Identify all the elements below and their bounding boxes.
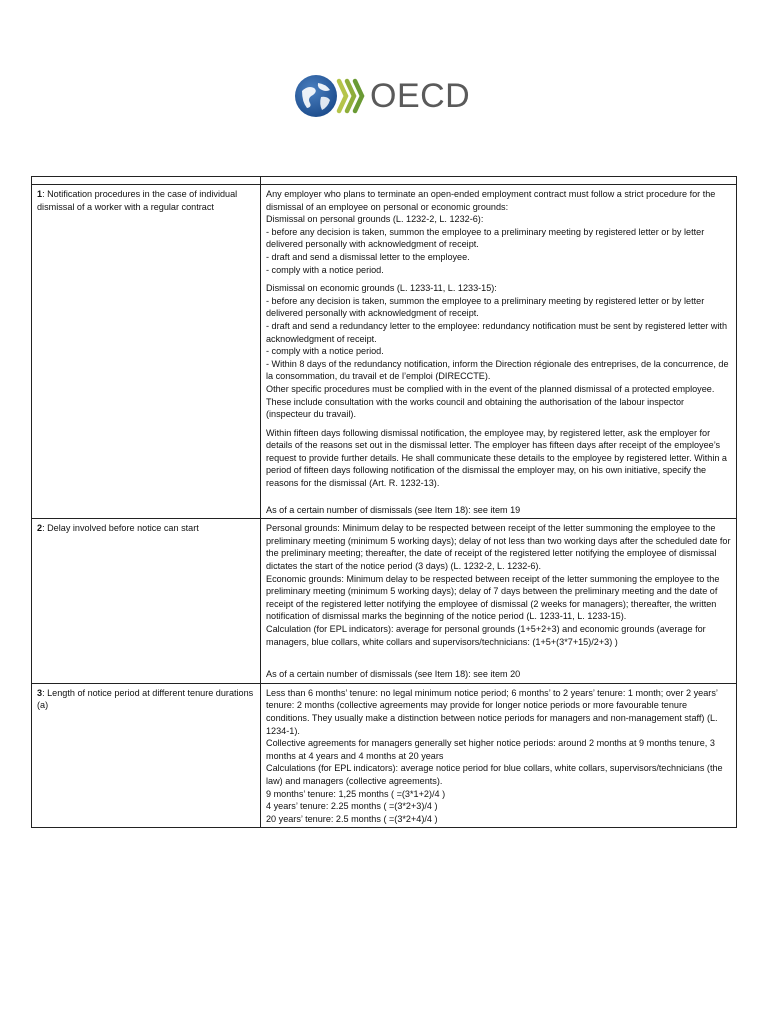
table-row xyxy=(32,683,737,828)
item-title: : Notification procedures in the case of individual dismissal of a worker with a regular contract xyxy=(37,189,238,212)
text-line: - draft and send a dismissal letter to the employee. xyxy=(266,251,470,262)
text-line: Other specific procedures must be complied with in the event of the planned dismissal of a protected employee. These include consultation with the works council and obtaining the authorisation of the labour inspector (inspecteur du travail). xyxy=(266,383,715,420)
oecd-globe-icon xyxy=(294,73,366,119)
epl-table xyxy=(31,176,737,828)
text-line: Collective agreements for managers generally set higher notice periods: around 2 months at 9 months tenure, 3 months at 4 years and 4 months at 20 years xyxy=(266,738,715,761)
text-line: Dismissal on personal grounds (L. 1232-2, L. 1232-6): xyxy=(266,214,484,225)
item-number: 1 xyxy=(37,189,43,199)
text-line: 4 years’ tenure: 2.25 months ( =(3*2+3)/4 ) xyxy=(266,801,438,812)
table-row xyxy=(32,185,737,519)
item-title-cell xyxy=(32,683,261,828)
item-description-cell xyxy=(261,185,737,519)
text-line: - Within 8 days of the redundancy notification, inform the Direction régionale des entreprises, de la concurrence, de la consommation, du travail et de l’emploi (DIRECCTE). xyxy=(266,358,729,382)
oecd-logo xyxy=(294,72,474,120)
text-line: Any employer who plans to terminate an open-ended employment contract must follow a strict procedure for the dismissal of an employee on personal or economic grounds: xyxy=(266,189,716,212)
text-line: Economic grounds: Minimum delay to be respected between receipt of the letter summoning the employee to the preliminary meeting (minimum 5 working days); delay of 7 days between the preliminary meeting and the date of receipt of the registered letter notifying the employee of dismissal (2 weeks for managers); thereafter, the written notification of dismissal marks the beginning of the notice period (L. 1233-11, L. 1233-15). xyxy=(266,573,720,622)
text-line: - draft and send a redundancy letter to the employee: redundancy notification must be sent by registered letter with acknowledgment of receipt. xyxy=(266,320,728,344)
text-line: Dismissal on economic grounds (L. 1233-11, L. 1233-15): xyxy=(266,283,497,294)
text-line: Within fifteen days following dismissal notification, the employee may, by registered letter, ask the employer for details of the reasons set out in the dismissal letter. The employer has fifteen days after receipt of the employee’s request to provide further details. He shall communicate these details to the employee by registered letter. Within a period of fifteen days following notification of the dismissal the employer may, on his own initiative, specify the reasons for the dismissal (Art. R. 1232-13). xyxy=(266,427,727,489)
item-number: 3 xyxy=(37,687,43,698)
oecd-logo-text: OECD xyxy=(370,77,471,115)
text-line: Calculation (for EPL indicators): average for personal grounds (1+5+2+3) and economic grounds (average for managers, blue collars, white collars and supervisors/technicians: (1+5+(3*7+15)/2+3) ) xyxy=(266,624,706,647)
text-line: As of a certain number of dismissals (see Item 18): see item 20 xyxy=(266,669,521,680)
item-description-cell xyxy=(261,519,737,684)
text-line: Personal grounds: Minimum delay to be respected between receipt of the letter summoning the employee to the preliminary meeting (minimum 5 working days); delay of not less than two working days after the scheduled date for the preliminary meeting; thereafter, the date of receipt of the registered letter notifying the employee of dismissal dictates the start of the notice period (3 days) (L. 1232-2, L. 1232-6). xyxy=(266,523,731,572)
table-header-row xyxy=(32,177,737,185)
table-row xyxy=(32,519,737,684)
item-title-cell xyxy=(32,519,261,684)
text-line: - before any decision is taken, summon the employee to a preliminary meeting by registered letter or by letter delivered personally with acknowledgment of receipt. xyxy=(266,295,705,319)
item-number: 2 xyxy=(37,523,43,534)
text-line: 9 months’ tenure: 1,25 months ( =(3*1+2)/4 ) xyxy=(266,788,446,799)
text-line: Less than 6 months’ tenure: no legal minimum notice period; 6 months’ to 2 years’ tenure: 1 month; over 2 years’ tenure: 2 months (collective agreements may provide for longer notice periods or more favourable tenure conditions. They usually make a distinction between notice periods for managers and non-management staff) (L. 1234-1). xyxy=(266,687,718,736)
text-line: - comply with a notice period. xyxy=(266,264,384,275)
item-title-cell xyxy=(32,185,261,519)
item-description-cell xyxy=(261,683,737,828)
text-line: 20 years’ tenure: 2.5 months ( =(3*2+4)/4 ) xyxy=(266,813,438,824)
item-title: : Delay involved before notice can start xyxy=(42,523,199,534)
text-line: - before any decision is taken, summon the employee to a preliminary meeting by registered letter or by letter delivered personally with acknowledgment of receipt. xyxy=(266,226,705,250)
item-title: : Length of notice period at different tenure durations (a) xyxy=(37,687,254,711)
header-cell xyxy=(261,177,737,185)
header-cell xyxy=(32,177,261,185)
text-line: As of a certain number of dismissals (see Item 18): see item 19 xyxy=(266,504,521,515)
text-line: Calculations (for EPL indicators): average notice period for blue collars, white collars, supervisors/technicians (the law) and managers (collective agreements). xyxy=(266,763,723,786)
text-line: - comply with a notice period. xyxy=(266,346,384,357)
